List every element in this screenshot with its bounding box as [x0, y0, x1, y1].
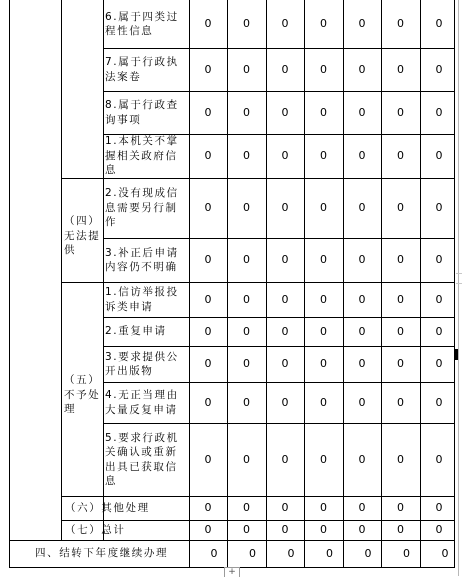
value-column-line: [266, 0, 267, 567]
cell-value: 0: [243, 253, 250, 266]
cell-value: 0: [397, 395, 404, 409]
cell-value: 0: [243, 62, 250, 76]
cell-value: 0: [326, 546, 333, 560]
cell-value: 0: [243, 357, 250, 370]
edge-tick: [456, 283, 462, 284]
cell-value: 0: [358, 201, 366, 214]
cell-value: 0: [204, 501, 212, 514]
row-line: [103, 346, 455, 347]
cell-value: 0: [397, 149, 404, 162]
row-label: 7.属于行政执 法案卷: [105, 56, 179, 83]
row-line: [103, 423, 455, 424]
cell-value: 0: [358, 395, 366, 409]
value-column-line: [420, 0, 421, 567]
row-line: [103, 382, 455, 383]
cell-value: 0: [281, 17, 289, 30]
cell-value: 0: [358, 324, 366, 338]
cell-value: 0: [397, 523, 404, 536]
cell-value: 0: [243, 149, 250, 162]
cell-value: 0: [320, 395, 327, 409]
cell-value: 0: [397, 357, 404, 370]
cell-value: 0: [403, 546, 410, 560]
cell-value: 0: [243, 324, 250, 338]
text-cursor: [455, 349, 458, 360]
cell-value: 0: [364, 546, 372, 560]
row-label: （六）其他处理: [65, 501, 150, 514]
cell-value: 0: [358, 62, 366, 76]
row-line: [9, 540, 455, 541]
cell-value: 0: [320, 324, 327, 338]
row-label: 1.信访举报投 诉类申请: [105, 286, 179, 313]
cell-value: 0: [320, 253, 327, 266]
cell-value: 0: [358, 501, 366, 514]
cell-value: 0: [204, 105, 212, 119]
cell-value: 0: [281, 62, 289, 76]
cell-value: 0: [281, 357, 289, 370]
cell-value: 0: [210, 546, 218, 560]
group-label: （四） 无法提 供: [64, 215, 101, 257]
cell-value: 0: [397, 253, 404, 266]
cell-value: 0: [320, 357, 327, 370]
cell-value: 0: [204, 201, 212, 214]
cell-value: 0: [243, 292, 250, 306]
cell-value: 0: [204, 395, 212, 409]
cell-value: 0: [435, 62, 443, 76]
cell-value: 0: [204, 523, 212, 536]
cell-value: 0: [435, 149, 443, 162]
cell-value: 0: [435, 253, 443, 266]
value-column-line: [227, 0, 228, 567]
cell-value: 0: [320, 501, 327, 514]
row-label: 4.无正当理由 大量反复申请: [105, 389, 179, 416]
cell-value: 0: [358, 149, 366, 162]
cell-value: 0: [358, 17, 366, 30]
row-label: 8.属于行政查 询事项: [105, 99, 179, 126]
row-line: [61, 496, 455, 497]
cell-value: 0: [397, 324, 404, 338]
cell-value: 0: [320, 149, 327, 162]
row-label: 2.重复申请: [105, 325, 167, 338]
value-column-line: [343, 0, 344, 567]
cell-value: 0: [281, 452, 289, 466]
cell-value: 0: [397, 201, 404, 214]
cell-value: 0: [243, 452, 250, 466]
cell-value: 0: [397, 501, 404, 514]
cell-value: 0: [320, 523, 327, 536]
cell-value: 0: [204, 253, 212, 266]
row-line: [61, 178, 455, 179]
cell-value: 0: [204, 149, 212, 162]
table-border-right: [454, 0, 455, 567]
cell-value: 0: [243, 523, 250, 536]
cell-value: 0: [441, 546, 449, 560]
cell-value: 0: [435, 105, 443, 119]
cell-value: 0: [281, 501, 289, 514]
table-border-left: [9, 0, 10, 567]
cell-value: 0: [243, 501, 250, 514]
row-line: [103, 238, 455, 239]
row-line: [103, 48, 455, 49]
cell-value: 0: [204, 62, 212, 76]
cell-value: 0: [435, 201, 443, 214]
cell-value: 0: [281, 201, 289, 214]
cell-value: 0: [435, 501, 443, 514]
cell-value: 0: [358, 292, 366, 306]
edge-tick: [456, 273, 462, 274]
value-column-line: [381, 0, 382, 567]
cell-value: 0: [320, 292, 327, 306]
row-label: 1.本机关不掌 握相关政府信 息: [105, 135, 179, 177]
row-line: [103, 317, 455, 318]
row-line: [61, 520, 455, 521]
cell-value: 0: [281, 324, 289, 338]
cell-value: 0: [243, 201, 250, 214]
cell-value: 0: [243, 395, 250, 409]
cell-value: 0: [281, 105, 289, 119]
cell-value: 0: [204, 17, 212, 30]
group-column-line: [61, 0, 62, 540]
cell-value: 0: [320, 452, 327, 466]
cell-value: 0: [204, 357, 212, 370]
cell-value: 0: [435, 324, 443, 338]
cell-value: 0: [358, 105, 366, 119]
cell-value: 0: [281, 292, 289, 306]
cell-value: 0: [281, 253, 289, 266]
cell-value: 0: [320, 105, 327, 119]
row-label: 5.要求行政机 关确认或重新 出具已获取信 息: [105, 431, 179, 487]
cell-value: 0: [281, 523, 289, 536]
cell-value: 0: [397, 105, 404, 119]
cell-value: 0: [249, 546, 256, 560]
row-label: 6.属于四类过 程性信息: [105, 10, 179, 37]
row-label: 3.要求提供公 开出版物: [105, 350, 179, 377]
cell-value: 0: [435, 292, 443, 306]
cell-value: 0: [204, 452, 212, 466]
value-column-line: [304, 0, 305, 567]
cell-value: 0: [358, 253, 366, 266]
cell-value: 0: [320, 201, 327, 214]
row-label: 四、结转下年度继续办理: [35, 547, 169, 560]
cell-value: 0: [204, 324, 212, 338]
cell-value: 0: [281, 395, 289, 409]
cell-value: 0: [320, 62, 327, 76]
row-label: 2.没有现成信 息需要另行制 作: [105, 187, 179, 229]
page-marker[interactable]: +: [224, 567, 240, 577]
cell-value: 0: [358, 357, 366, 370]
cell-value: 0: [435, 17, 443, 30]
cell-value: 0: [358, 452, 366, 466]
label-column-line: [103, 0, 104, 540]
cell-value: 0: [320, 17, 327, 30]
page-edge: [458, 0, 459, 576]
cell-value: 0: [204, 292, 212, 306]
row-label: 3.补正后申请 内容仍不明确: [105, 246, 179, 273]
cell-value: 0: [397, 62, 404, 76]
cell-value: 0: [287, 546, 295, 560]
cell-value: 0: [397, 17, 404, 30]
value-column-line: [189, 0, 190, 567]
row-line: [103, 91, 455, 92]
cell-value: 0: [397, 452, 404, 466]
cell-value: 0: [243, 105, 250, 119]
cell-value: 0: [243, 17, 250, 30]
cell-value: 0: [435, 395, 443, 409]
cell-value: 0: [358, 523, 366, 536]
cell-value: 0: [281, 149, 289, 162]
cell-value: 0: [397, 292, 404, 306]
cell-value: 0: [435, 357, 443, 370]
row-line: [61, 282, 455, 283]
cell-value: 0: [435, 452, 443, 466]
cell-value: 0: [435, 523, 443, 536]
group-label: （五） 不予处 理: [64, 374, 101, 416]
row-label: （七）总计: [65, 523, 126, 536]
